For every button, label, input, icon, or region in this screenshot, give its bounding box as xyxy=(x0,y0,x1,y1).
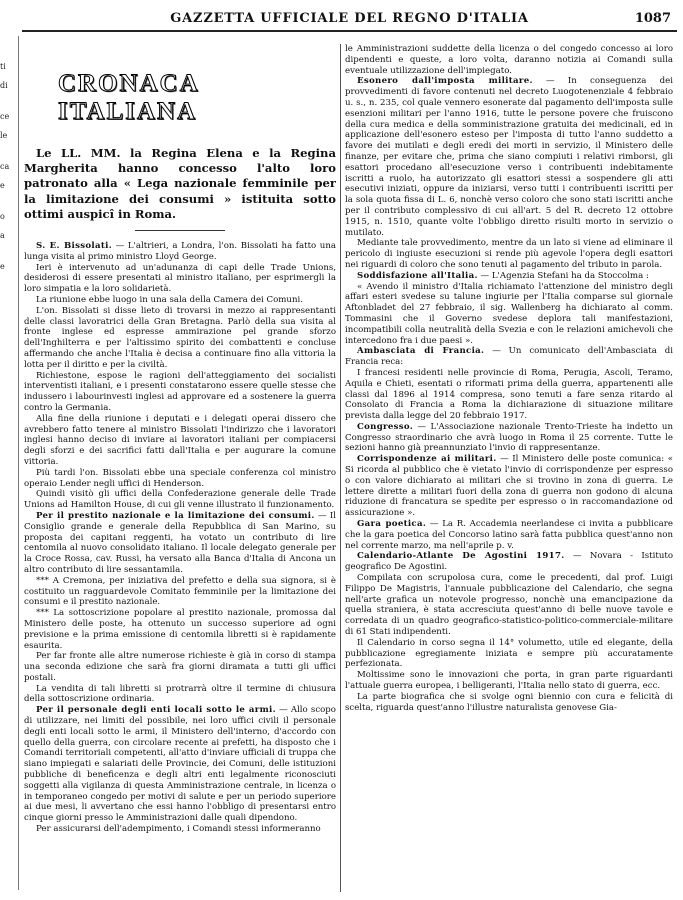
margin-mark: a xyxy=(0,231,5,240)
right-column xyxy=(345,44,673,892)
article-paragraph xyxy=(345,44,673,76)
article-text: — La R. Accademia neerlandese ci invita a pubblicare che la gara poetica del Concorso latino sarà fatta pubblica quest'anno non nel corrente marzo, ma nell'aprile p. v. xyxy=(345,519,673,551)
article-text: La vendita di tali libretti si protrarrà oltre il termine di chiusura della sottoscrizione ordinaria. xyxy=(24,683,336,705)
column-divider xyxy=(340,44,341,892)
article-paragraph xyxy=(345,573,673,638)
margin-mark: ti xyxy=(0,62,6,71)
article-text: *** A Cremona, per iniziativa del prefetto e della sua signora, si è costituito un ragguardevole Comitato femminile per la limitazione dei consumi e il prestito nazionale. xyxy=(24,575,336,608)
article-text: Ieri è intervenuto ad un'adunanza di capi delle Trade Unions, desiderosi di essere presentati al ministro italiano, per esprimergli la loro simpatia e la loro solidarietà. xyxy=(24,262,336,295)
article-text: Richiestone, espose le ragioni dell'atteggiamento dei socialisti interventisti italiani, e i presenti constatarono essere quelle stesse che indussero i labourinvesti inglesi ad approvare ed a sostenere la guerra contro la Germania. xyxy=(24,370,336,413)
article-paragraph xyxy=(24,489,336,511)
margin-mark: ce xyxy=(0,112,10,121)
article-paragraph xyxy=(345,454,673,519)
article-paragraph xyxy=(24,651,336,683)
article-text: Moltissime sono le innovazioni che porta, in gran parte riguardanti l'attuale guerra europea, i belligeranti, l'Italia nello stato di guerra, ecc. xyxy=(345,670,673,692)
margin-mark: ca xyxy=(0,162,10,171)
article-text: Compilata con scrupolosa cura, come le precedenti, dal prof. Luigi Filippo De Magistris, l'annuale pubblicazione del Calendario, che segna nell'arte grafica un notevole progresso, nonchè una emancipazione da quella straniera, è stata accresciuta quest'anno di belle nuove tavole e corredata di un quadro geografico-statistico-politico-commerciale-militare di 61 Stati indipendenti. xyxy=(345,573,673,638)
left-column-body xyxy=(24,241,336,835)
section-title: CRONACA ITALIANA xyxy=(58,70,199,125)
article-paragraph xyxy=(345,76,673,238)
article-paragraph xyxy=(345,422,673,454)
article-text: Per assicurarsi dell'adempimento, i Comandi stessi informeranno xyxy=(36,824,321,835)
article-text: Alla fine della riunione i deputati e i delegati operai dissero che avrebbero fatto tenere al ministro Bissolati l'indirizzo che i lavoratori inglesi hanno deciso di inviare ai lavoratori italiani per compiacersi degli sforzi e dei sacrifici fatti dall'Italia e per augurare la comune vittoria. xyxy=(24,413,336,467)
article-text: — In conseguenza dei provvedimenti di favore contenuti nel decreto Luogotenenziale 4 febbraio u. s., n. 235, col quale vennero esonerate dal pagamento dell'imposta sulle esenzioni militari per l'anno 1916, tutte le persone povere che fruiscono della cura medica e della somministrazione gratuita dei medicinali, ed in applicazione dell'esonero esteso per l'imposta di tutto l'anno suddetto a favore dei mutilati e degli eredi dei morti in servizio, il Ministero delle finanze, per evitare che, prima che siano compiuti i relativi rimborsi, gli esattori procedano all'esecuzione verso i contribuenti indebitamente iscritti a ruolo, ha autorizzato gli esattori stessi a sospendere gli atti esecutivi iniziati, oppure da iniziarsi, verso tutti i contribuenti iscritti per la sola quota fissa di L. 6, nonchè verso coloro che sono stati iscritti anche per il contributo complessivo di cui all'art. 5 del R. decreto 12 ottobre 1915, n. 1510, quante volte l'obbligo diretto risulti morto in servizio o mutilato. xyxy=(345,76,673,238)
article-text: — Un comunicato dell'Ambasciata di Francia reca: xyxy=(345,346,673,368)
article-heading: Per il prestito nazionale e la limitazione dei consumi. xyxy=(36,510,315,521)
article-paragraph xyxy=(24,705,336,824)
article-text: Più tardi l'on. Bissolati ebbe una speciale conferenza col ministro operaio Lender negli uffici di Henderson. xyxy=(24,467,336,489)
article-text: — Allo scopo di utilizzare, nei limiti del possibile, nei loro uffici civili il personale degli enti locali sotto le armi, il Ministero dell'interno, d'accordo con quello della guerra, con circolare recente ai prefetti, ha disposto che i Comandi territoriali competenti, all'atto d'inviare ufficiali di truppa che siano impiegati e salariati delle Provincie, dei Comuni, delle istituzioni pubbliche di beneficenza e degli altri enti legalmente riconosciuti soggetti alla vigilanza di questa Amministrazione centrale, in licenza o in temporaneo congedo per motivi di salute e per un periodo superiore ai due mesi, li avvertano che essi hanno l'obbligo di presentarsi entro cinque giorni presso le Amministrazioni dalle quali dipendono. xyxy=(24,705,336,824)
article-paragraph xyxy=(345,238,673,270)
header-rule xyxy=(22,30,677,32)
article-paragraph xyxy=(24,511,336,576)
article-text: I francesi residenti nelle provincie di Roma, Perugia, Ascoli, Teramo, Aquila e Chieti, esentati o riformati prima della guerra, appartenenti alle classi dal 1896 al 1914 compresa, sono tenuti a fare senza ritardo al Consolato di Francia a Roma la dichiarazione di situazione militare prevista dalla legge del 20 febbraio 1917. xyxy=(345,367,673,422)
article-paragraph xyxy=(345,519,673,551)
article-heading: S. E. Bissolati. xyxy=(36,241,112,252)
right-column-body xyxy=(345,44,673,713)
margin-marks xyxy=(0,60,12,279)
article-text: La parte biografica che si svolge ogni biennio con cura e felicità di scelta, riguarda quest'anno l'illustre naturalista genovese Gia- xyxy=(345,691,673,713)
article-paragraph xyxy=(24,684,336,706)
article-paragraph xyxy=(24,306,336,371)
article-heading: Congresso. xyxy=(357,421,414,432)
page-header xyxy=(22,8,677,36)
article-paragraph xyxy=(345,271,673,282)
article-text: — L'altrieri, a Londra, l'on. Bissolati ha fatto una lunga visita al primo ministro Lloyd George. xyxy=(24,241,336,262)
article-text: Quindi visitò gli uffici della Confederazione generale delle Trade Unions ad Hamilton House, di cui gli venne illustrato il funzionamento. xyxy=(24,489,336,511)
article-text: — Il Consiglio grande e generale della Repubblica di San Marino, su proposta dei capitani reggenti, ha votato un contributo di lire centomila al nuovo consolidato italiano. Il locale delegato generale per la Croce Rossa, cav. Russi, ha versato alla Banca d'Italia di Ancona un altro contributo di lire sessantamila. xyxy=(24,510,336,575)
article-text: « Avendo il ministro d'Italia richiamato l'attenzione del ministro degli affari esteri svedese su talune ingiurie per l'Italia comparse sul giornale Aftonbladet del 27 febbraio, il sig. Wallenberg ha dichiarato al comm. Tommasini che il Governo svedese deplora tali manifestazioni, incompatibili colla neutralità della Svezia e con le relazioni amichevoli che intercedono fra i due paesi ». xyxy=(345,281,673,346)
margin-mark: o xyxy=(0,212,5,221)
article-paragraph xyxy=(345,692,673,714)
article-paragraph xyxy=(24,576,336,608)
article-heading: Gara poetica. xyxy=(357,519,427,530)
article-paragraph xyxy=(24,608,336,651)
left-column xyxy=(24,44,336,892)
article-text: Mediante tale provvedimento, mentre da un lato si viene ad eliminare il pericolo di ingiuste esecuzioni si rende più agevole l'opera degli esattori nei riguardi di coloro che sono tenuti al pagamento del tributo in parola. xyxy=(345,238,673,270)
page-number: 1087 xyxy=(634,11,671,26)
article-heading: Calendario-Atlante De Agostini 1917. xyxy=(357,551,565,562)
article-paragraph xyxy=(24,295,336,306)
article-paragraph xyxy=(345,670,673,692)
gazette-title: GAZZETTA UFFICIALE DEL REGNO D'ITALIA xyxy=(170,11,529,26)
article-text: — Il Ministero delle poste comunica: « Si ricorda al pubblico che è vietato l'invio di corrispondenze per espresso o con valore dichiarato ai militari che si trovino in zona di guerra. Le lettere dirette a militari fuori della zona di guerra non godono di alcuna riduzione di francatura se spedite per espresso o in raccomandazione od assicurazione ». xyxy=(345,454,673,519)
article-text: Il Calendario in corso segna il 14° volumetto, utile ed elegante, della pubblicazione egregiamente iniziata e sempre più accuratamente perfezionata. xyxy=(345,637,673,670)
margin-mark: di xyxy=(0,81,8,90)
article-heading: Per il personale degli enti locali sotto le armi. xyxy=(36,705,276,716)
article-paragraph xyxy=(24,414,336,468)
article-paragraph xyxy=(345,551,673,573)
margin-mark: le xyxy=(0,131,8,140)
article-heading: Ambasciata di Francia. xyxy=(357,346,485,357)
article-paragraph xyxy=(24,468,336,490)
article-heading: Soddisfazione all'Italia. xyxy=(357,270,478,281)
article-text: — L'Agenzia Stefani ha da Stoccolma : xyxy=(477,270,649,281)
article-paragraph xyxy=(345,346,673,368)
binding-rule xyxy=(18,36,19,890)
lead-paragraph: Le LL. MM. la Regina Elena e la Regina Margherita hanno concesso l'alto loro patronato alla « Lega nazionale femminile per la limitazione dei consumi » istituita sotto ottimi auspicî in Roma. xyxy=(24,146,336,221)
article-text: L'on. Bissolati si disse lieto di trovarsi in mezzo ai rappresentanti delle classi lavoratrici della Gran Bretagna. Parlò della sua visita al fronte inglese ed espresse ammirazione pel grande sforzo dell'Inghilterra e per l'altissimo spirito dei combattenti e concluse affermando che anche l'Italia è decisa a continuare fino alla vittoria la lotta per il diritto e per la civiltà. xyxy=(24,305,336,370)
article-paragraph xyxy=(24,371,336,414)
article-text: le Amministrazioni suddette della licenza o del congedo concesso ai loro dipendenti e queste, a loro volta, daranno notizia ai Comandi sulla eventuale utilizzazione dell'impiegato. xyxy=(345,44,673,76)
lead-divider xyxy=(135,230,225,231)
article-paragraph xyxy=(345,638,673,670)
article-text: — L'Associazione nazionale Trento-Trieste ha indetto un Congresso straordinario che avrà luogo in Roma il 25 corrente. Tutte le sezioni hanno già preannunziato l'invio di rappresentanze. xyxy=(345,421,673,454)
article-text: *** La sottoscrizione popolare al prestito nazionale, promossa dal Ministero delle poste, ha ottenuto un successo superiore ad ogni previsione e la prima emissione di centomila libretti si è rapidamente esaurita. xyxy=(24,608,336,651)
margin-mark: e xyxy=(0,181,5,190)
article-text: Per far fronte alle altre numerose richieste è già in corso di stampa una seconda edizione che sarà fra giorni diramata a tutti gli uffici postali. xyxy=(24,651,336,683)
article-paragraph xyxy=(345,282,673,347)
margin-mark: e xyxy=(0,262,5,271)
article-paragraph xyxy=(24,824,336,835)
article-paragraph xyxy=(345,368,673,422)
article-heading: Corrispondenze ai militari. xyxy=(357,454,497,465)
article-paragraph xyxy=(24,263,336,295)
article-heading: Esonero dall'imposta militare. xyxy=(357,76,533,87)
article-paragraph xyxy=(24,241,336,263)
article-text: La riunione ebbe luogo in una sala della Camera dei Comuni. xyxy=(36,295,303,305)
article-text: — Novara - Istituto geografico De Agostini. xyxy=(345,551,673,573)
